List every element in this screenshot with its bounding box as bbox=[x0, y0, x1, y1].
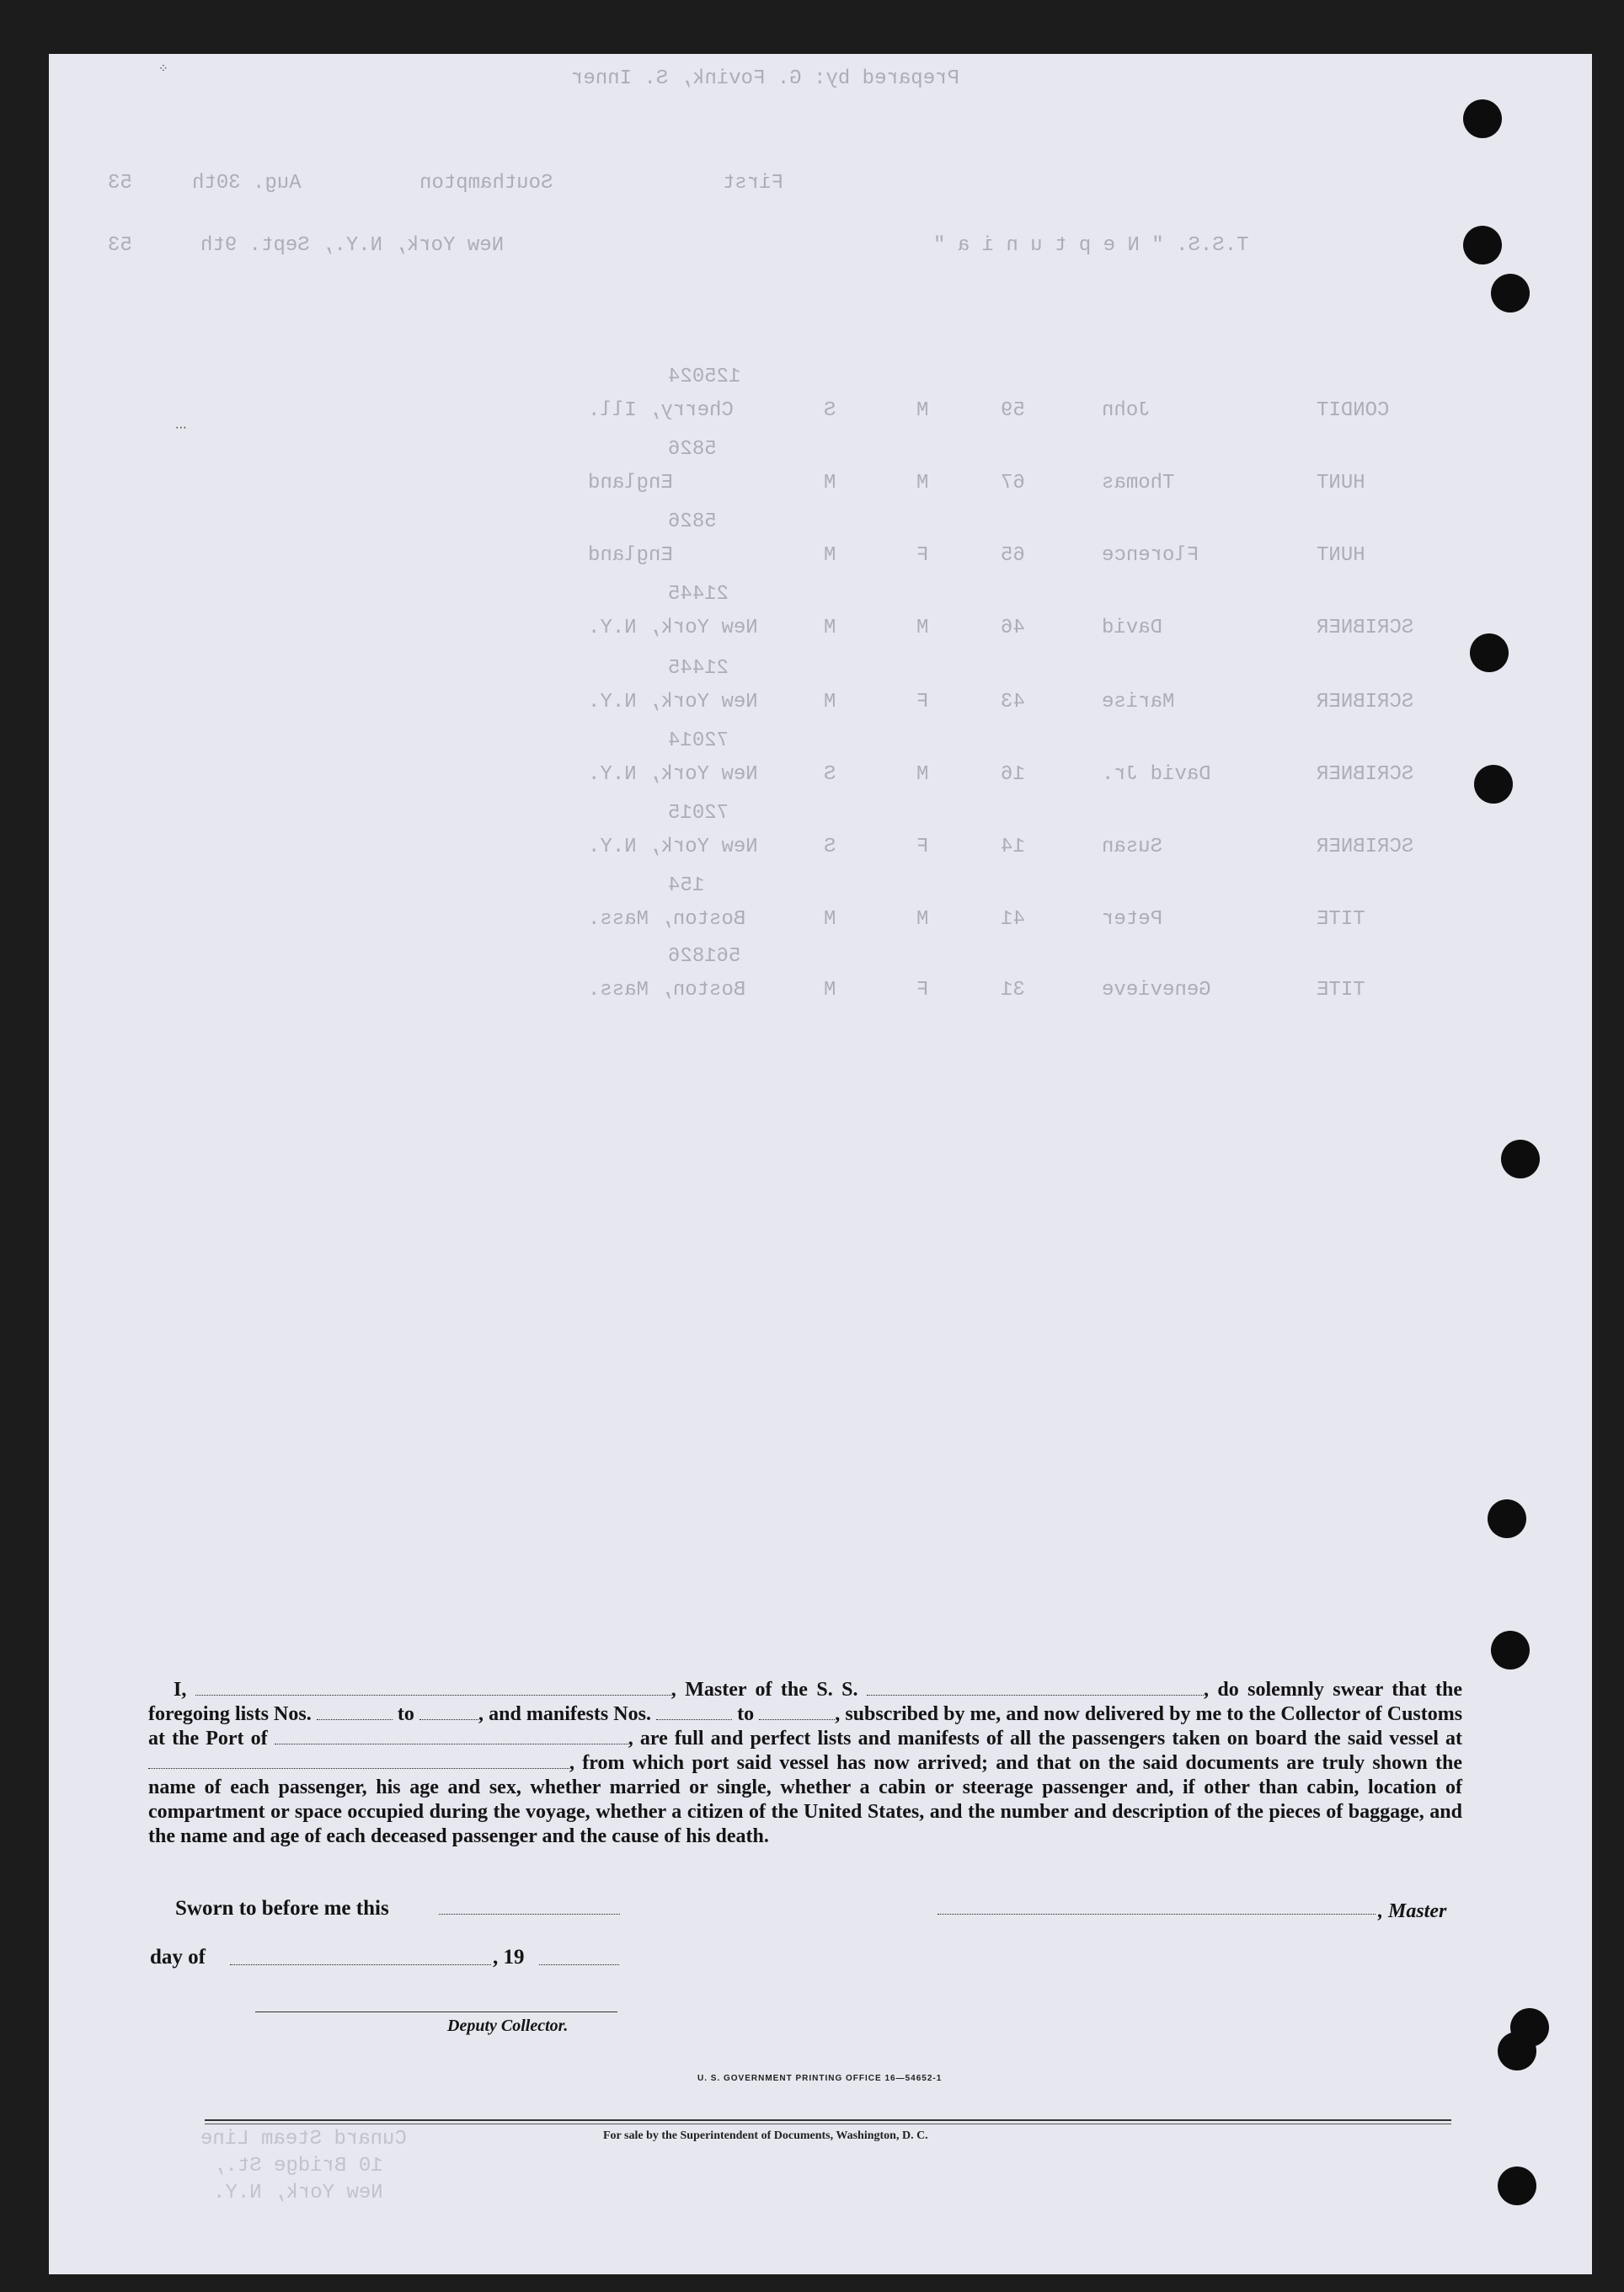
bleed-passenger-res: New York, N.Y. bbox=[588, 617, 758, 639]
bleed-passenger-first: John bbox=[1102, 399, 1151, 422]
bleed-passenger-res: England bbox=[588, 472, 673, 494]
bleed-passenger-number: 21445 bbox=[668, 657, 729, 680]
punch-hole bbox=[1463, 226, 1502, 264]
bleed-passenger-number: 72015 bbox=[668, 802, 729, 825]
bleed-passenger-sex: M bbox=[916, 399, 929, 422]
year-prefix: , 19 bbox=[493, 1946, 525, 1969]
bleed-passenger-ms: S bbox=[824, 836, 836, 858]
oath-master-ss: , Master of the S. S. bbox=[670, 1679, 858, 1701]
manifest-page bbox=[49, 54, 1592, 2274]
oath-collector: delivered by me to the Collector of Customs at the Port of bbox=[148, 1703, 1463, 1750]
bleed-passenger-first: Marise bbox=[1102, 691, 1175, 713]
bleed-passenger-number: 561826 bbox=[668, 945, 741, 968]
bleed-passenger-age: 14 bbox=[1001, 836, 1025, 858]
punch-hole bbox=[1474, 765, 1513, 804]
punch-hole bbox=[1498, 2032, 1536, 2070]
list-to-field[interactable] bbox=[419, 1704, 478, 1720]
bleed-passenger-number: 125024 bbox=[668, 366, 741, 388]
bleed-passenger-first: David Jr. bbox=[1102, 763, 1211, 786]
bleed-passenger-sex: F bbox=[916, 691, 929, 713]
bleed-newyork: New York, N.Y., Sept. 9th bbox=[200, 234, 505, 257]
bleed-southampton: Southampton bbox=[419, 172, 553, 195]
bleed-passenger-first: Thomas bbox=[1102, 472, 1175, 494]
bleed-passenger-age: 67 bbox=[1001, 472, 1025, 494]
list-from-field[interactable] bbox=[317, 1704, 393, 1720]
bleed-passenger-res: Boston, Mass. bbox=[588, 908, 746, 931]
manifest-from-field[interactable] bbox=[656, 1704, 732, 1720]
bleed-passenger-name: HUNT bbox=[1317, 472, 1365, 494]
bleed-53a: 53 bbox=[108, 172, 132, 195]
bleed-passenger-ms: M bbox=[824, 691, 836, 713]
bleed-passenger-number: 21445 bbox=[668, 583, 729, 606]
master-name-field[interactable] bbox=[195, 1680, 671, 1696]
bleed-passenger-number: 5826 bbox=[668, 438, 717, 461]
bleed-passenger-age: 65 bbox=[1001, 544, 1025, 567]
punch-hole bbox=[1488, 1499, 1526, 1538]
oath-to-2: to bbox=[737, 1703, 755, 1725]
footer-rule bbox=[205, 2119, 1451, 2121]
oath-subscribed: , subscribed by me, and now bbox=[835, 1703, 1080, 1725]
bleed-passenger-name: HUNT bbox=[1317, 544, 1365, 567]
bleed-header: Prepared by: G. Fovink, S. Inner bbox=[571, 67, 959, 90]
deputy-collector-label: Deputy Collector. bbox=[447, 2017, 569, 2035]
bleed-passenger-number: 72014 bbox=[668, 729, 729, 752]
bleed-passenger-ms: M bbox=[824, 908, 836, 931]
bleed-passenger-res: Boston, Mass. bbox=[588, 979, 746, 1002]
oath-manifests: , and manifests Nos. bbox=[478, 1703, 651, 1725]
master-label: , Master bbox=[1378, 1900, 1447, 1922]
bleed-passenger-sex: F bbox=[916, 979, 929, 1002]
punch-hole bbox=[1491, 1631, 1530, 1670]
bleed-passenger-res: New York, N.Y. bbox=[588, 691, 758, 713]
bleed-passenger-sex: M bbox=[916, 908, 929, 931]
gpo-imprint: U. S. GOVERNMENT PRINTING OFFICE 16—54652-1 bbox=[697, 2074, 943, 2083]
bleed-passenger-number: 5826 bbox=[668, 510, 717, 533]
bleed-passenger-name: CONDIT bbox=[1317, 399, 1390, 422]
bleed-passenger-name: SCRIBNER bbox=[1317, 836, 1414, 858]
bleed-passenger-name: SCRIBNER bbox=[1317, 691, 1414, 713]
bleed-passenger-ms: M bbox=[824, 617, 836, 639]
bleed-passenger-ms: S bbox=[824, 763, 836, 786]
day-of-label: day of bbox=[150, 1946, 206, 1969]
smudge-mark: ⁘ bbox=[158, 62, 168, 76]
bleed-passenger-ms: M bbox=[824, 544, 836, 567]
bleed-passenger-sex: F bbox=[916, 836, 929, 858]
bleed-ship: T.S.S. " N e p t u n i a " bbox=[933, 234, 1249, 257]
bleed-passenger-first: Florence bbox=[1102, 544, 1199, 567]
bleed-first: First bbox=[723, 172, 784, 195]
port-field[interactable] bbox=[275, 1728, 628, 1744]
bleed-passenger-first: Genevieve bbox=[1102, 979, 1211, 1002]
bleed-passenger-name: TITE bbox=[1317, 979, 1365, 1002]
bleed-passenger-first: David bbox=[1102, 617, 1163, 639]
for-sale-notice: For sale by the Superintendent of Documents, Washington, D. C. bbox=[603, 2129, 928, 2142]
bleed-passenger-ms: M bbox=[824, 472, 836, 494]
oath-from-which: , from which bbox=[569, 1752, 685, 1774]
punch-hole bbox=[1470, 633, 1509, 672]
oath-body: port said vessel has now arrived; and that on the said documents are truly shown the name of each passenger, his age and sex, whether married or single, whether a cabin or steerage passenger and, if other than cabin, location of compartment or space occupied during the voyage, whether a citizen of the United States, and the number and description of the pieces of baggage, and the name and age of each deceased passenger and the cause of his death. bbox=[148, 1752, 1463, 1847]
ship-name-field[interactable] bbox=[867, 1680, 1204, 1696]
punch-hole bbox=[1491, 274, 1530, 313]
bleed-passenger-res: New York, N.Y. bbox=[588, 836, 758, 858]
manifest-to-field[interactable] bbox=[759, 1704, 835, 1720]
bleed-address-2: 10 Bridge St., bbox=[213, 2155, 383, 2177]
punch-hole bbox=[1498, 2166, 1536, 2205]
bleed-53b: 53 bbox=[108, 234, 132, 257]
oath-solemnly: , do solemnly bbox=[1203, 1679, 1324, 1701]
bleed-passenger-res: England bbox=[588, 544, 673, 567]
bleed-passenger-ms: S bbox=[824, 399, 836, 422]
bleed-passenger-age: 31 bbox=[1001, 979, 1025, 1002]
sworn-label: Sworn to before me this bbox=[175, 1897, 389, 1920]
bleed-passenger-age: 16 bbox=[1001, 763, 1025, 786]
year-field[interactable] bbox=[539, 1964, 619, 1965]
sworn-date-field[interactable] bbox=[439, 1914, 620, 1915]
bleed-aug: Aug. 30th bbox=[192, 172, 302, 195]
departure-port-field[interactable] bbox=[148, 1753, 569, 1769]
bleed-passenger-res: New York, N.Y. bbox=[588, 763, 758, 786]
oath-to-1: to bbox=[397, 1703, 414, 1725]
bleed-passenger-age: 59 bbox=[1001, 399, 1025, 422]
bleed-passenger-age: 43 bbox=[1001, 691, 1025, 713]
bleed-passenger-res: Cherry, Ill. bbox=[588, 399, 734, 422]
bleed-passenger-first: Peter bbox=[1102, 908, 1163, 931]
oath-i: I, bbox=[174, 1679, 187, 1701]
bleed-passenger-name: TITE bbox=[1317, 908, 1365, 931]
bleed-passenger-sex: M bbox=[916, 763, 929, 786]
oath-paragraph bbox=[148, 1678, 1462, 1849]
bleed-passenger-sex: M bbox=[916, 617, 929, 639]
oath-lists: swear that the foregoing lists Nos. bbox=[148, 1679, 1463, 1725]
punch-hole bbox=[1501, 1140, 1540, 1178]
bleed-passenger-ms: M bbox=[824, 979, 836, 1002]
bleed-address-1: Cunard Steam Line bbox=[200, 2128, 407, 2150]
bleed-passenger-age: 46 bbox=[1001, 617, 1025, 639]
oath-vessel-at: manifests of all the passengers taken on board the said vessel at bbox=[897, 1728, 1463, 1750]
bleed-passenger-age: 41 bbox=[1001, 908, 1025, 931]
master-signature-field[interactable] bbox=[938, 1914, 1376, 1915]
smudge-mark: ⋯ bbox=[175, 421, 187, 435]
bleed-passenger-first: Susan bbox=[1102, 836, 1163, 858]
bleed-passenger-name: SCRIBNER bbox=[1317, 617, 1414, 639]
bleed-passenger-sex: F bbox=[916, 544, 929, 567]
bleed-passenger-name: SCRIBNER bbox=[1317, 763, 1414, 786]
bleed-passenger-sex: M bbox=[916, 472, 929, 494]
bleed-address-3: New York, N.Y. bbox=[213, 2182, 383, 2204]
day-of-field[interactable] bbox=[230, 1964, 491, 1965]
bleed-passenger-number: 154 bbox=[668, 874, 705, 897]
oath-full-lists: , are full and perfect lists and bbox=[628, 1728, 891, 1750]
punch-hole bbox=[1463, 99, 1502, 138]
